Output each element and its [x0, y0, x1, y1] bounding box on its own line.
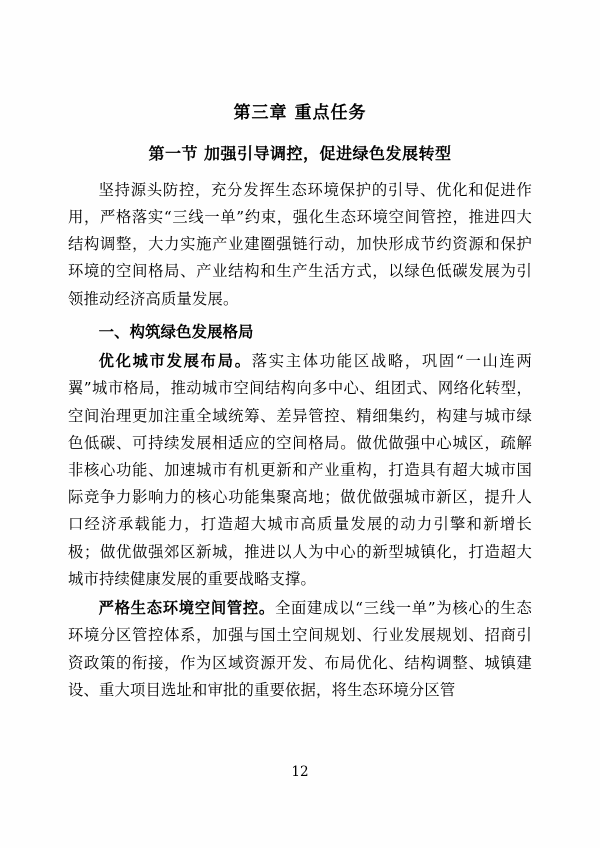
paragraph-eco-space-control-body: 全面建成以“三线一单”为核心的生态环境分区管控体系，加强与国土空间规划、行业发展规划、招商引资政策的衔接，作为区域资源开发、布局优化、结构调整、城镇建设、重大项目选址和审批的重要依据，将生态环境分区管 — [68, 599, 533, 699]
paragraph-eco-space-control — [68, 595, 532, 704]
subheading-green-development-pattern: 一、构筑绿色发展格局 — [98, 322, 254, 341]
paragraph-city-layout-lead: 优化城市发展布局。 — [98, 352, 252, 371]
chapter-title: 第三章 重点任务 — [233, 103, 367, 123]
top-margin — [68, 0, 532, 100]
page-number: 12 — [291, 764, 309, 780]
paragraph-city-layout — [68, 348, 532, 593]
paragraph-intro: 坚持源头防控，充分发挥生态环境保护的引导、优化和促进作用，严格落实“三线一单”约束，强化生态环境空间管控，推进四大结构调整，大力实施产业建圈强链行动，加快形成节约资源和保护环境的空间格局、产业结构和生产生活方式，以绿色低碳发展为引领推动经济高质量发展。 — [68, 180, 532, 308]
paragraph-city-layout-body: 落实主体功能区战略，巩固“一山连两翼”城市格局，推动城市空间结构向多中心、组团式、网络化转型，空间治理更加注重全域统筹、差异管控、精细集约，构建与城市绿色低碳、可持续发展相适应的空间格局。做优做强中心城区，疏解非核心功能、加速城市有机更新和产业重构，打造具有超大城市国际竞争力影响力的核心功能集聚高地；做优做强城市新区，提升人口经济承载能力，打造超大城市高质量发展的动力引擎和新增长极；做优做强郊区新城，推进以人为中心的新型城镇化，打造超大城市持续健康发展的重要战略支撑。 — [68, 352, 532, 588]
section-title: 第一节 加强引导调控，促进绿色发展转型 — [148, 144, 452, 164]
paragraph-eco-space-control-lead: 严格生态环境空间管控。 — [98, 599, 275, 618]
